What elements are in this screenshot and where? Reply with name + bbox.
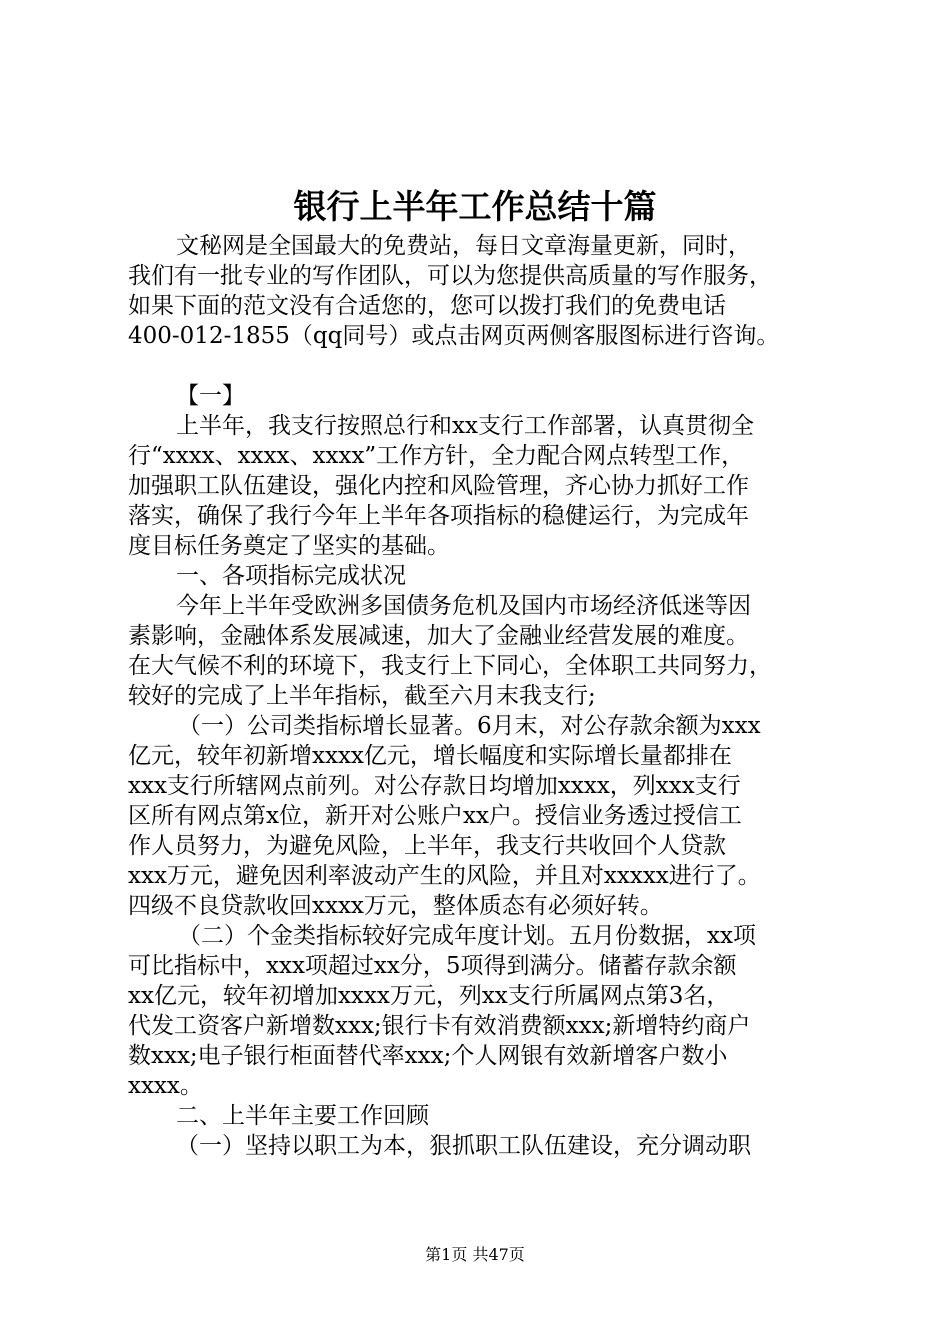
paragraph-line: 四级不良贷款收回xxxx万元，整体质态有必须好转。 <box>128 893 663 919</box>
paragraph-line: 区所有网点第x位，新开对公账户xx户。授信业务透过授信工 <box>128 803 742 829</box>
section-heading: 一、各项指标完成状况 <box>176 563 406 589</box>
paragraph-line: xxx万元，避免因利率波动产生的风险，并且对xxxxx进行了。 <box>128 863 761 889</box>
paragraph-line: 上半年，我支行按照总行和xx支行工作部署，认真贯彻全 <box>176 413 754 439</box>
paragraph-line: 亿元，较年初新增xxxx亿元，增长幅度和实际增长量都排在 <box>128 743 732 769</box>
paragraph-line: xxxx。 <box>128 1073 203 1099</box>
paragraph-line: 较好的完成了上半年指标，截至六月末我支行; <box>128 683 596 709</box>
paragraph-line: xxx支行所辖网点前列。对公存款日均增加xxxx，列xxx支行 <box>128 773 741 799</box>
paragraph-line: 今年上半年受欧洲多国债务危机及国内市场经济低迷等因 <box>176 593 751 619</box>
blank-line <box>128 351 836 381</box>
intro-line: 如果下面的范文没有合适您的，您可以拨打我们的免费电话 <box>128 293 726 319</box>
paragraph-line: 加强职工队伍建设，强化内控和风险管理，齐心协力抓好工作 <box>128 473 749 499</box>
page-footer: 第1页 共47页 <box>425 1245 525 1264</box>
paragraph-line: 落实，确保了我行今年上半年各项指标的稳健运行，为完成年 <box>128 503 749 529</box>
paragraph-line: （一）公司类指标增长显著。6月末，对公存款余额为xxx <box>178 713 761 739</box>
paragraph-line: 行“xxxx、xxxx、xxxx”工作方针，全力配合网点转型工作， <box>128 443 745 469</box>
paragraph-line: 作人员努力，为避免风险，上半年，我支行共收回个人贷款 <box>128 833 726 859</box>
intro-line: 文秘网是全国最大的免费站，每日文章海量更新，同时， <box>176 233 751 259</box>
intro-line: 我们有一批专业的写作团队，可以为您提供高质量的写作服务， <box>128 263 772 289</box>
document-title: 银行上半年工作总结十篇 <box>293 187 657 226</box>
paragraph-line: 可比指标中，xxx项超过xx分，5项得到满分。储蓄存款余额 <box>128 953 737 979</box>
paragraph-line: 在大气候不利的环境下，我支行上下同心，全体职工共同努力， <box>128 653 772 679</box>
paragraph-line: 度目标任务奠定了坚实的基础。 <box>128 533 450 559</box>
paragraph-line: 代发工资客户新增数xxx;银行卡有效消费额xxx;新增特约商户 <box>128 1013 751 1039</box>
paragraph-line: 数xxx;电子银行柜面替代率xxx;个人网银有效新增客户数小 <box>128 1043 728 1069</box>
section-marker: 【一】 <box>176 383 245 409</box>
section-heading: 二、上半年主要工作回顾 <box>176 1103 429 1129</box>
paragraph-line: （二）个金类指标较好完成年度计划。五月份数据，xx项 <box>178 923 756 949</box>
paragraph-line: （一）坚持以职工为本，狠抓职工队伍建设，充分调动职 <box>176 1133 751 1159</box>
paragraph-line: 素影响，金融体系发展减速，加大了金融业经营发展的难度。 <box>128 623 749 649</box>
paragraph-line: xx亿元，较年初增加xxxx万元，列xx支行所属网点第3名， <box>128 983 730 1009</box>
intro-line: 400-012-1855（qq同号）或点击网页两侧客服图标进行咨询。 <box>128 323 780 349</box>
document-body <box>128 231 836 1161</box>
